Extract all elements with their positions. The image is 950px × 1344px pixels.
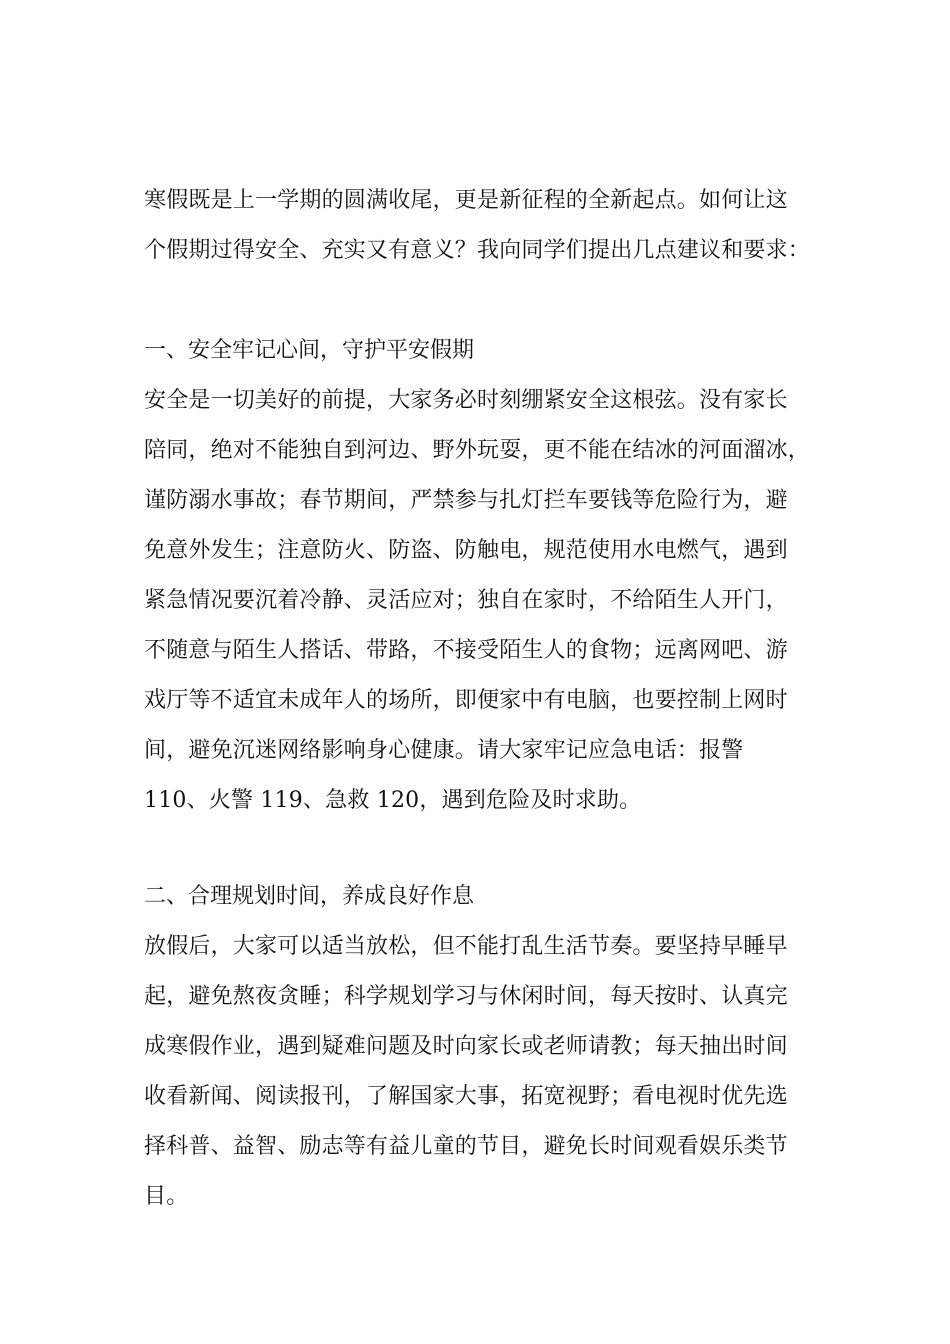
text-line: 起，避免熬夜贪睡；科学规划学习与休闲时间，每天按时、认真完: [144, 984, 788, 1009]
intro-paragraph: [144, 176, 824, 276]
text-line: 安全是一切美好的前提，大家务必时刻绷紧安全这根弦。没有家长: [144, 388, 788, 413]
section-schedule: [144, 872, 824, 1222]
text-line: 陪同，绝对不能独自到河边、野外玩耍，更不能在结冰的河面溜冰，: [144, 438, 811, 463]
text-line: 放假后，大家可以适当放松，但不能打乱生活节奏。要坚持早睡早: [144, 934, 788, 959]
text-line: 择科普、益智、励志等有益儿童的节目，避免长时间观看娱乐类节: [144, 1134, 788, 1159]
section-heading: 一、安全牢记心间，守护平安假期: [144, 338, 475, 363]
text-line: 成寒假作业，遇到疑难问题及时向家长或老师请教；每天抽出时间: [144, 1034, 788, 1059]
text-line: 免意外发生；注意防火、防盗、防触电，规范使用水电燃气，遇到: [144, 538, 788, 563]
text-line: 个假期过得安全、充实又有意义？我向同学们提出几点建议和要求：: [144, 238, 811, 263]
text-line: 戏厅等不适宜未成年人的场所，即便家中有电脑，也要控制上网时: [144, 688, 788, 713]
text-line: 间，避免沉迷网络影响身心健康。请大家牢记应急电话：报警: [144, 738, 744, 763]
text-line: 紧急情况要沉着冷静、灵活应对；独自在家时，不给陌生人开门，: [144, 588, 788, 613]
text-line: 收看新闻、阅读报刊，了解国家大事，拓宽视野；看电视时优先选: [144, 1084, 788, 1109]
section-heading: 二、合理规划时间，养成良好作息: [144, 884, 475, 909]
section-safety: [144, 326, 824, 826]
text-line: 寒假既是上一学期的圆满收尾，更是新征程的全新起点。如何让这: [144, 188, 788, 213]
text-line: 110、火警 119、急救 120，遇到危险及时求助。: [144, 788, 642, 813]
text-line: 谨防溺水事故；春节期间，严禁参与扎灯拦车要钱等危险行为，避: [144, 488, 788, 513]
text-line: 不随意与陌生人搭话、带路，不接受陌生人的食物；远离网吧、游: [144, 638, 788, 663]
text-line: 目。: [144, 1184, 189, 1209]
